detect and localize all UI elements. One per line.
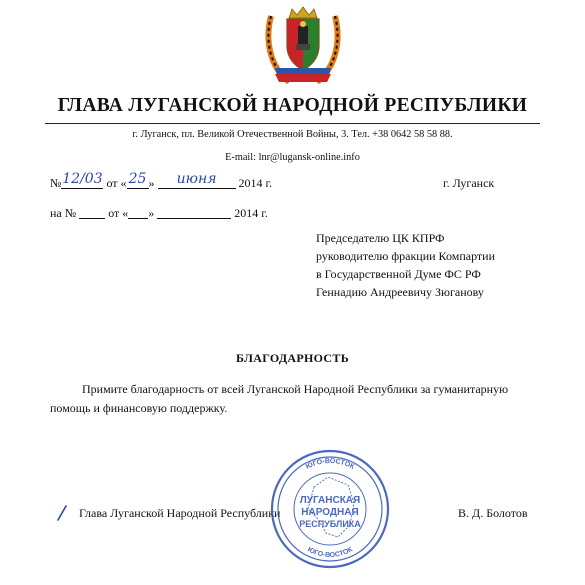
ref-number-field: [79, 206, 105, 219]
number-label: №: [50, 176, 62, 190]
ref-quote-close: »: [148, 206, 155, 220]
letterhead-title: ГЛАВА ЛУГАНСКОЙ НАРОДНОЙ РЕСПУБЛИКИ: [57, 95, 528, 116]
reference-line: [50, 206, 268, 221]
addressee-line: Геннадию Андреевичу Зюганову: [316, 285, 484, 299]
addressee-block: [316, 229, 495, 301]
stamp-top-text: ЮГО-ВОСТОК: [304, 457, 356, 471]
document-number-line: [50, 171, 273, 191]
document-heading: БЛАГОДАРНОСТЬ: [236, 351, 349, 365]
ref-number-label: на №: [50, 206, 77, 220]
ref-ot-label: от «: [108, 206, 129, 220]
date-ot-label: от «: [106, 176, 127, 190]
signature-mark-icon: [54, 500, 74, 524]
addressee-line: руководителю фракции Компартии: [316, 249, 495, 263]
letterhead-address: г. Луганск, пл. Великой Отечественной Войны, 3. Тел. +38 0642 58 58 88.: [132, 129, 453, 140]
body-paragraph-line: Примите благодарность от всей Луганской Народной Республики за гуманитарную: [82, 382, 509, 396]
stamp-center-line: ЛУГАНСКАЯ: [299, 495, 361, 506]
addressee-line: в Государственной Думе ФС РФ: [316, 267, 481, 281]
number-handwritten: 12/03: [62, 171, 103, 187]
stamp-center-line: НАРОДНАЯ: [301, 507, 359, 518]
ref-month-field: [157, 206, 231, 219]
city-label: г. Луганск: [443, 176, 495, 190]
ref-year-text: 2014 г.: [234, 206, 268, 220]
month-field: [158, 171, 236, 189]
letterhead-email: E-mail: lnr@lugansk-online.info: [225, 152, 360, 163]
day-field: [127, 171, 149, 189]
year-text: 2014 г.: [238, 176, 273, 190]
stamp-center-line: РЕСПУБЛИКА: [299, 519, 361, 529]
quote-close: »: [148, 176, 155, 190]
addressee-line: Председателю ЦК КПРФ: [316, 231, 445, 245]
stamp-bottom-text: ЮГО-ВОСТОК: [306, 546, 354, 560]
svg-text:ЮГО-ВОСТОК: [306, 546, 354, 559]
header-divider: [45, 123, 540, 124]
ref-day-field: [128, 206, 148, 219]
month-handwritten: июня: [176, 171, 217, 187]
number-field: [61, 171, 103, 189]
document-body: [50, 380, 585, 418]
signatory-name: В. Д. Болотов: [458, 506, 528, 520]
coat-of-arms-emblem: [265, 4, 341, 90]
signatory-title: Глава Луганской Народной Республики: [79, 506, 281, 520]
body-paragraph-line: помощь и финансовую поддержку.: [50, 401, 228, 415]
official-stamp: [268, 447, 392, 571]
day-handwritten: 25: [128, 171, 147, 187]
